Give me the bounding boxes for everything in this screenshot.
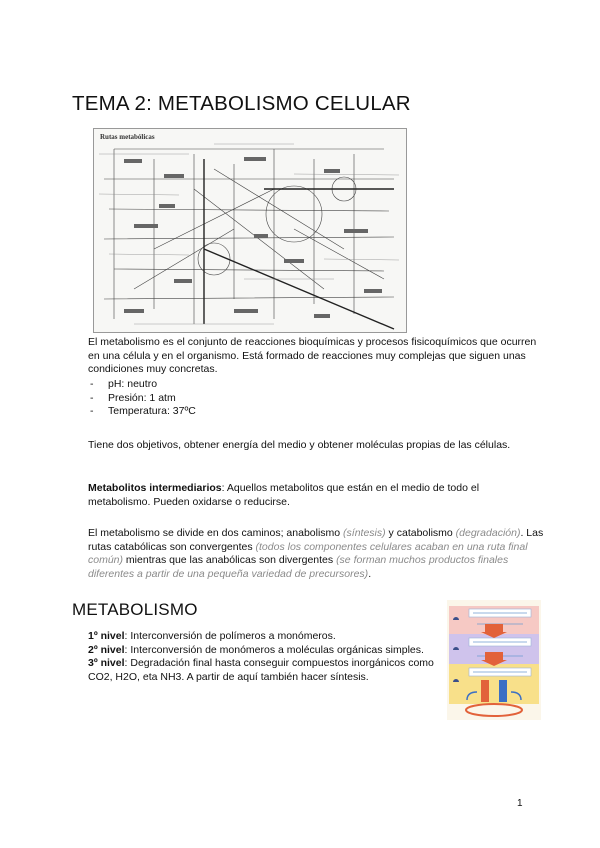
text-span: El metabolismo se divide en dos caminos; anabolismo	[88, 527, 344, 539]
intermediates-paragraph	[72, 482, 544, 509]
metabolism-stages-image	[447, 600, 541, 720]
list-item: - Presión: 1 atm	[90, 392, 196, 406]
level-item	[88, 657, 448, 684]
intermediates-term: Metabolitos intermediarios	[88, 482, 222, 494]
level-label: 2º nivel	[88, 643, 125, 656]
pathways-paragraph	[72, 527, 544, 581]
intermediates-definition: : Aquellos metabolitos que están en el medio de todo el metabolismo. Pueden oxidarse o reducirse.	[88, 482, 480, 508]
metabolic-map-header: Rutas metabólicas	[100, 133, 155, 141]
text-span: y catabolismo	[385, 527, 456, 539]
section-title: METABOLISMO	[72, 600, 198, 619]
italic-note: (se forman muchos productos finales diferentes a partir de una pequeña variedad de precursores)	[88, 554, 509, 580]
metabolic-map-image	[93, 128, 407, 333]
italic-note: (síntesis)	[343, 527, 386, 539]
list-item: - Temperatura: 37ºC	[90, 405, 196, 419]
italic-note: (todos los componentes celulares acaban en una ruta final común)	[88, 540, 528, 567]
objectives-paragraph: Tiene dos objetivos, obtener energía del medio y obtener moléculas propias de las células.	[88, 439, 511, 451]
metabolic-map-drawing	[94, 129, 406, 332]
level-label: 1º nivel	[88, 630, 125, 642]
metabolism-stages-drawing	[447, 600, 541, 720]
conditions-list	[90, 378, 196, 419]
level-item	[88, 630, 448, 644]
page-number: 1	[517, 798, 523, 809]
intro-paragraph: El metabolismo es el conjunto de reacciones bioquímicas y procesos fisicoquímicos que ocurren en una célula y en el organismo. Está formado de reacciones muy complejas que siguen unas condiciones muy concretas.	[88, 336, 537, 376]
text-span: . Las rutas catabólicas son convergentes	[88, 527, 544, 553]
page-title: TEMA 2: METABOLISMO CELULAR	[72, 92, 411, 115]
list-item: - pH: neutro	[90, 378, 196, 392]
level-item	[88, 644, 448, 658]
level-text: : Degradación final hasta conseguir compuestos inorgánicos como CO2, H2O, eta NH3. A partir de aquí también hacer síntesis.	[88, 657, 434, 683]
metabolism-levels	[72, 630, 448, 684]
level-label: 3º nivel	[88, 657, 125, 670]
level-text: : Interconversión de monómeros a moléculas orgánicas simples.	[124, 643, 424, 656]
level-text: : Interconversión de polímeros a monómeros.	[124, 630, 336, 642]
text-span: .	[368, 567, 372, 580]
italic-note: (degradación)	[455, 527, 521, 539]
text-span: mientras que las anabólicas son divergentes	[123, 554, 337, 567]
